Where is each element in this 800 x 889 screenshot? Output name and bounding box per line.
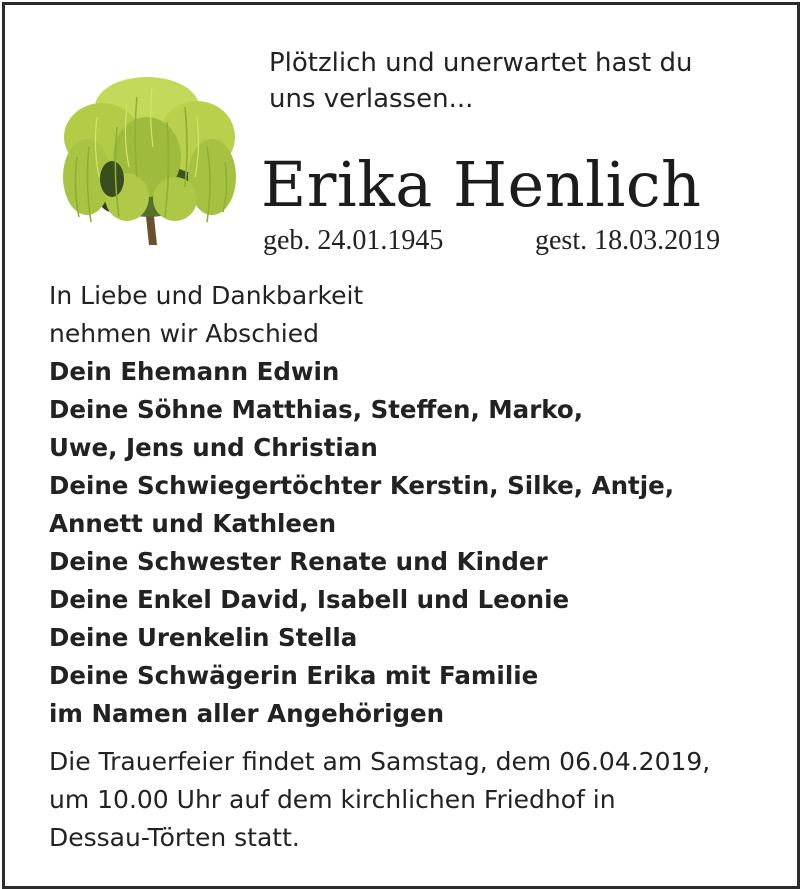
mourners-block xyxy=(49,277,779,733)
mourner-line: Deine Urenkelin Stella xyxy=(49,623,358,652)
farewell-line: In Liebe und Dankbarkeit xyxy=(49,281,364,310)
service-line: um 10.00 Uhr auf dem kirchlichen Friedhof in xyxy=(49,785,616,814)
intro-text xyxy=(269,45,769,117)
intro-line: Plötzlich und unerwartet hast du xyxy=(269,48,693,78)
farewell-line: nehmen wir Abschied xyxy=(49,319,319,348)
deceased-name: Erika Henlich xyxy=(261,148,702,221)
service-line: Die Trauerfeier findet am Samstag, dem 06.04.2019, xyxy=(49,747,711,776)
mourner-line: Deine Schwester Renate und Kinder xyxy=(49,547,548,576)
mourner-line: im Namen aller Angehörigen xyxy=(49,699,445,728)
mourner-line: Deine Enkel David, Isabell und Leonie xyxy=(49,585,570,614)
mourner-line: Dein Ehemann Edwin xyxy=(49,357,340,386)
intro-line: uns verlassen... xyxy=(269,84,474,114)
birth-date: geb. 24.01.1945 xyxy=(263,225,444,256)
service-line: Dessau-Törten statt. xyxy=(49,823,300,852)
mourner-line: Deine Schwägerin Erika mit Familie xyxy=(49,661,539,690)
funeral-service-info xyxy=(49,743,779,857)
weeping-willow-tree-icon xyxy=(57,67,242,247)
mourner-line: Annett und Kathleen xyxy=(49,509,337,538)
obituary-notice xyxy=(2,2,800,889)
death-date: gest. 18.03.2019 xyxy=(535,225,721,256)
mourner-line: Deine Söhne Matthias, Steffen, Marko, xyxy=(49,395,584,424)
mourner-line: Uwe, Jens und Christian xyxy=(49,433,378,462)
mourner-line: Deine Schwiegertöchter Kerstin, Silke, Antje, xyxy=(49,471,675,500)
